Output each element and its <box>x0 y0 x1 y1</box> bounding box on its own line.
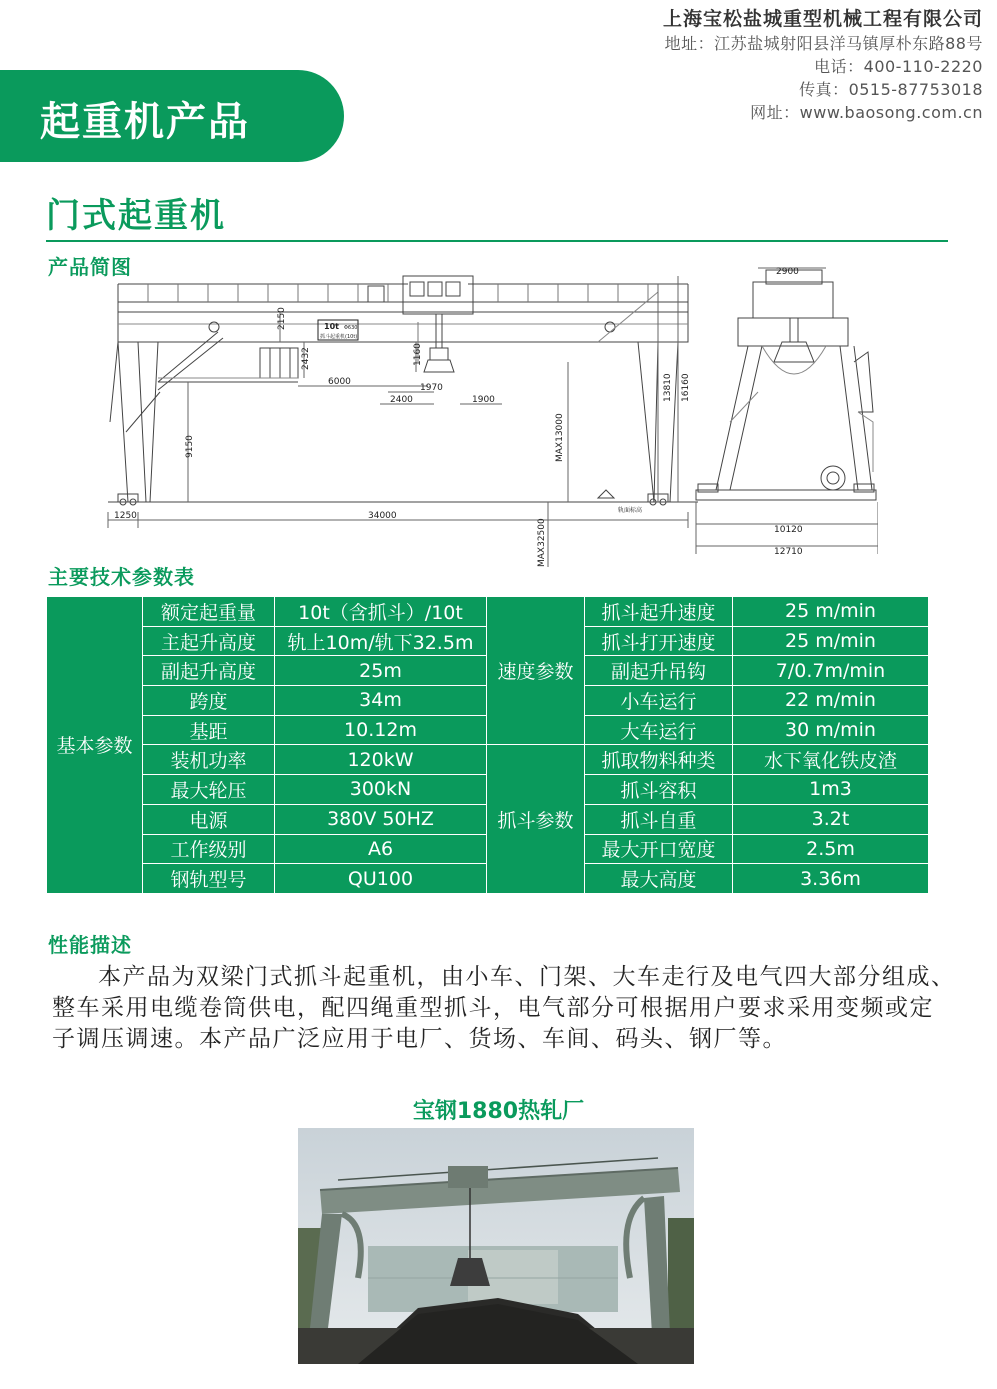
dim-2400: 2400 <box>390 395 413 405</box>
param-value: 300kN <box>275 775 487 805</box>
company-fax: 传真：0515-87753018 <box>799 80 983 99</box>
photo-caption: 宝钢1880热轧厂 <box>412 1099 585 1124</box>
param-value: 10t（含抓斗）/10t <box>275 597 487 627</box>
param-label: 主起升高度 <box>143 626 275 656</box>
dim-6000: 6000 <box>328 377 351 387</box>
performance-description: 本产品为双梁门式抓斗起重机，由小车、门架、大车走行及电气四大部分组成、整车采用电缆卷筒供电，配四绳重型抓斗，电气部分可根据用户要求采用变频或定子调压调速。本产品广泛应用于电厂、货场、车间、码头、钢厂等。 <box>52 964 956 1052</box>
dim-2432: 2432 <box>301 347 311 370</box>
param-value: 7/0.7m/min <box>733 656 929 686</box>
param-value: 22 m/min <box>733 686 929 716</box>
param-label: 抓取物料种类 <box>585 745 733 775</box>
param-value: 25 m/min <box>733 597 929 627</box>
dim-max13000: MAX13000 <box>555 413 565 462</box>
company-name: 上海宝松盐城重型机械工程有限公司 <box>662 8 983 30</box>
param-value: 34m <box>275 686 487 716</box>
dim-34000: 34000 <box>368 511 397 521</box>
dim-1160: 1160 <box>413 343 423 366</box>
param-value: 120kW <box>275 745 487 775</box>
param-value: 10.12m <box>275 715 487 745</box>
performance-heading: 性能描述 <box>48 933 132 957</box>
param-value: A6 <box>275 834 487 864</box>
params-heading: 主要技术参数表 <box>48 565 195 589</box>
dim-16160: 16160 <box>681 373 691 402</box>
param-label: 电源 <box>143 804 275 834</box>
param-label: 小车运行 <box>585 686 733 716</box>
table-row <box>47 597 929 627</box>
param-label: 工作级别 <box>143 834 275 864</box>
company-website: 网址：www.baosong.com.cn <box>750 103 983 122</box>
param-label: 钢轨型号 <box>143 864 275 894</box>
param-label: 最大轮压 <box>143 775 275 805</box>
section-banner <box>0 70 344 162</box>
dim-10120: 10120 <box>774 525 803 535</box>
param-value: 3.2t <box>733 804 929 834</box>
crane-photo <box>298 1128 694 1364</box>
param-value: 水下氧化铁皮渣 <box>733 745 929 775</box>
param-value: 30 m/min <box>733 715 929 745</box>
param-label: 最大开口宽度 <box>585 834 733 864</box>
param-label: 基距 <box>143 715 275 745</box>
dim-1970: 1970 <box>420 383 443 393</box>
company-phone: 电话：400-110-2220 <box>814 57 983 76</box>
param-label: 副起升高度 <box>143 656 275 686</box>
param-value: 1m3 <box>733 775 929 805</box>
title-divider <box>46 240 948 242</box>
param-value: 2.5m <box>733 834 929 864</box>
params-table <box>46 596 929 894</box>
product-title: 门式起重机 <box>46 196 226 236</box>
group-basic: 基本参数 <box>47 597 143 894</box>
param-label: 装机功率 <box>143 745 275 775</box>
banner-title: 起重机产品 <box>40 99 250 145</box>
plate-capacity: 10t <box>324 322 339 331</box>
dim-12710: 12710 <box>774 547 803 557</box>
group-speed: 速度参数 <box>487 597 585 745</box>
diagram-heading: 产品简图 <box>48 255 132 279</box>
param-value: 25m <box>275 656 487 686</box>
param-value: QU100 <box>275 864 487 894</box>
dim-2900: 2900 <box>776 267 799 277</box>
dim-13810: 13810 <box>663 373 673 402</box>
crane-drawing <box>98 262 878 572</box>
dim-2150: 2150 <box>277 307 287 330</box>
group-grab: 抓斗参数 <box>487 745 585 893</box>
param-label: 抓斗自重 <box>585 804 733 834</box>
param-label: 额定起重量 <box>143 597 275 627</box>
param-label: 抓斗打开速度 <box>585 626 733 656</box>
param-label: 副起升吊钩 <box>585 656 733 686</box>
dim-9150: 9150 <box>185 435 195 458</box>
rail-level-label: 轨面标高 <box>618 507 643 514</box>
param-value: 25 m/min <box>733 626 929 656</box>
plate-text: 抓斗起重机(10t) <box>320 334 358 340</box>
param-value: 轨上10m/轨下32.5m <box>275 626 487 656</box>
company-address: 地址：江苏盐城射阳县洋马镇厚朴东路88号 <box>664 34 983 53</box>
table-row <box>47 745 929 775</box>
dim-1900: 1900 <box>472 395 495 405</box>
param-label: 大车运行 <box>585 715 733 745</box>
param-label: 跨度 <box>143 686 275 716</box>
dim-1250: 1250 <box>114 511 137 521</box>
plate-small-text: Φ630 <box>344 325 358 331</box>
param-value: 3.36m <box>733 864 929 894</box>
company-info <box>663 6 983 124</box>
param-label: 抓斗容积 <box>585 775 733 805</box>
param-label: 抓斗起升速度 <box>585 597 733 627</box>
param-value: 380V 50HZ <box>275 804 487 834</box>
dim-max32500: MAX32500 <box>537 518 547 567</box>
param-label: 最大高度 <box>585 864 733 894</box>
